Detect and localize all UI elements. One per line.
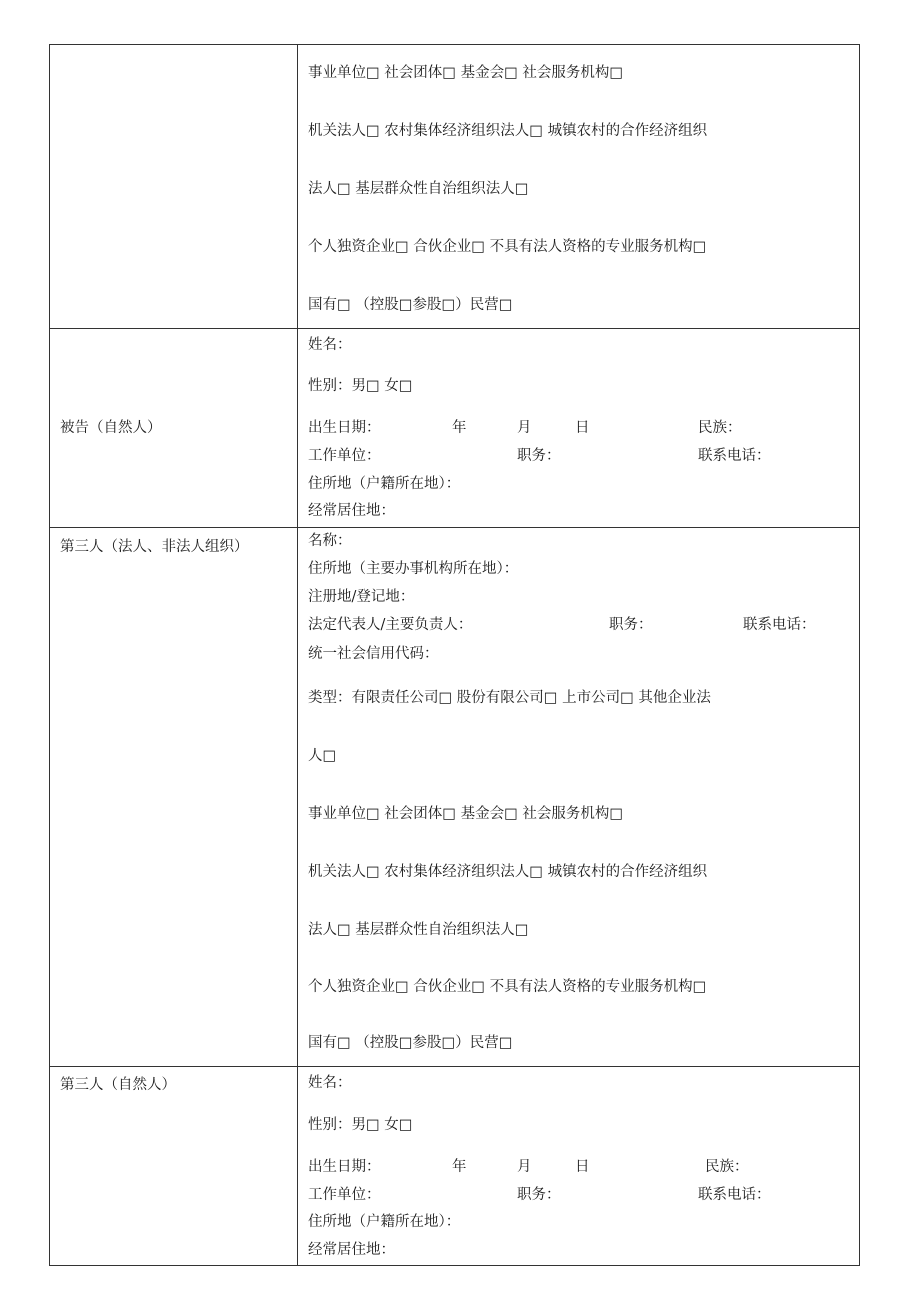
- legal-rep-field: 法定代表人/主要负责人：: [308, 617, 473, 633]
- name-field: 姓名：: [308, 337, 352, 353]
- column-divider: [297, 45, 298, 1265]
- name-field: 名称：: [308, 533, 352, 549]
- phone-field: 联系电话：: [698, 448, 771, 464]
- work-unit-field: 工作单位：: [308, 448, 381, 464]
- phone-field: 联系电话：: [698, 1187, 771, 1203]
- row-label: 第三人（自然人）: [60, 1077, 176, 1093]
- day-label: 日: [575, 1159, 590, 1175]
- ethnicity-field: 民族：: [698, 420, 742, 436]
- address-field: 住所地（主要办事机构所在地）：: [308, 561, 519, 577]
- org-type-line: 个人独资企业□ 合伙企业□ 不具有法人资格的专业服务机构□: [308, 979, 707, 995]
- work-unit-field: 工作单位：: [308, 1187, 381, 1203]
- gender-field: 性别：男□ 女□: [308, 1117, 413, 1133]
- row-label: 被告（自然人）: [60, 420, 162, 436]
- domicile-field: 住所地（户籍所在地）：: [308, 476, 461, 492]
- type-line: 人□: [308, 748, 337, 764]
- position-field: 职务：: [517, 448, 561, 464]
- day-label: 日: [575, 420, 590, 436]
- org-type-line: 机关法人□ 农村集体经济组织法人□ 城镇农村的合作经济组织: [308, 864, 708, 880]
- month-label: 月: [517, 1159, 532, 1175]
- row-divider: [50, 527, 859, 528]
- name-field: 姓名：: [308, 1075, 352, 1091]
- credit-code-field: 统一社会信用代码：: [308, 646, 439, 662]
- org-type-line: 个人独资企业□ 合伙企业□ 不具有法人资格的专业服务机构□: [308, 239, 707, 255]
- org-type-line: 机关法人□ 农村集体经济组织法人□ 城镇农村的合作经济组织: [308, 123, 708, 139]
- form-table: [49, 44, 860, 1266]
- row-label: 第三人（法人、非法人组织）: [60, 539, 249, 555]
- org-type-line: 事业单位□ 社会团体□ 基金会□ 社会服务机构□: [308, 65, 624, 81]
- org-type-line: 国有□ （控股□参股□）民营□: [308, 1035, 513, 1051]
- year-label: 年: [452, 1159, 467, 1175]
- residence-field: 经常居住地：: [308, 503, 395, 519]
- position-field: 职务：: [517, 1187, 561, 1203]
- birth-date-label: 出生日期：: [308, 1159, 381, 1175]
- year-label: 年: [452, 420, 467, 436]
- org-type-line: 法人□ 基层群众性自治组织法人□: [308, 181, 529, 197]
- row-divider: [50, 328, 859, 329]
- org-type-line: 国有□ （控股□参股□）民营□: [308, 297, 513, 313]
- domicile-field: 住所地（户籍所在地）：: [308, 1214, 461, 1230]
- birth-date-label: 出生日期：: [308, 420, 381, 436]
- phone-field: 联系电话：: [743, 617, 816, 633]
- org-type-line: 事业单位□ 社会团体□ 基金会□ 社会服务机构□: [308, 806, 624, 822]
- position-field: 职务：: [609, 617, 653, 633]
- row-divider: [50, 1066, 859, 1067]
- type-line: 类型：有限责任公司□ 股份有限公司□ 上市公司□ 其他企业法: [308, 690, 711, 706]
- residence-field: 经常居住地：: [308, 1242, 395, 1258]
- month-label: 月: [517, 420, 532, 436]
- gender-field: 性别：男□ 女□: [308, 378, 413, 394]
- ethnicity-field: 民族：: [705, 1159, 749, 1175]
- registration-field: 注册地/登记地：: [308, 589, 415, 605]
- org-type-line: 法人□ 基层群众性自治组织法人□: [308, 922, 529, 938]
